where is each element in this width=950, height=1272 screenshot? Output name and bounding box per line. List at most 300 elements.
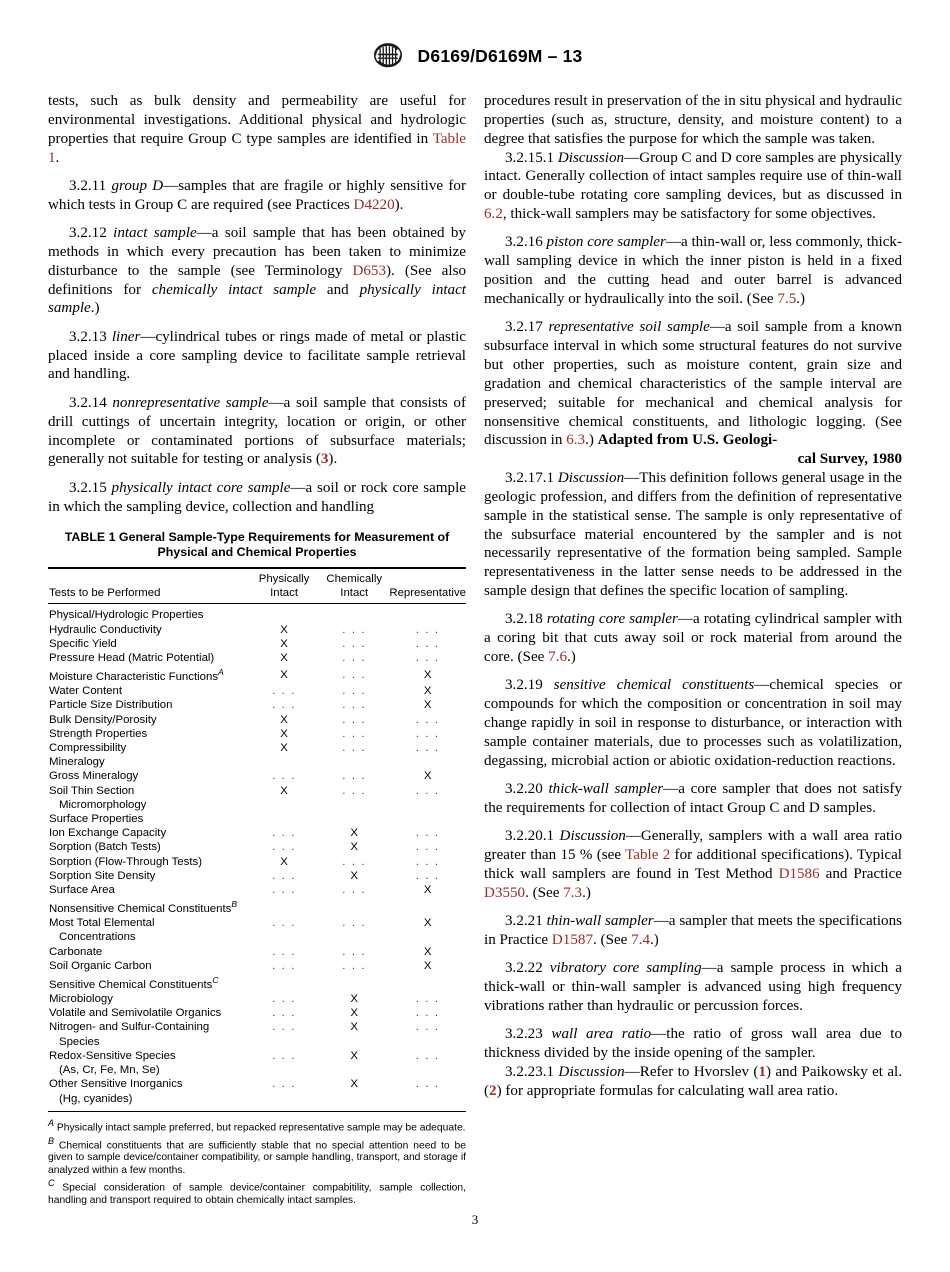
no-value-dots: . . . bbox=[342, 917, 367, 930]
test-label: Nonsensitive Chemical Constituents bbox=[49, 903, 232, 916]
no-value-dots: . . . bbox=[272, 841, 296, 854]
test-label: Specific Yield bbox=[49, 637, 117, 650]
no-value-dots: . . . bbox=[272, 699, 296, 712]
test-label: (Hg, cyanides) bbox=[59, 1092, 133, 1105]
table-row bbox=[48, 869, 466, 883]
table-cell-physically-intact bbox=[249, 826, 319, 840]
table-cell-test-name bbox=[48, 959, 249, 973]
table-cell-representative bbox=[389, 651, 466, 665]
table-cell-physically-intact bbox=[249, 869, 319, 883]
table-cell-physically-intact: X bbox=[280, 855, 288, 868]
test-label: Microbiology bbox=[49, 993, 113, 1006]
page-number: 3 bbox=[471, 1212, 479, 1227]
test-label: Other Sensitive Inorganics bbox=[49, 1078, 183, 1091]
no-value-dots: . . . bbox=[272, 1021, 296, 1034]
table-cell-chemically-intact bbox=[319, 755, 389, 769]
no-value-dots: . . . bbox=[415, 1049, 440, 1062]
table-row bbox=[48, 930, 466, 944]
right-column bbox=[484, 92, 902, 1101]
column-header-line-2: Intact bbox=[340, 587, 369, 600]
column-header-chemically-intact bbox=[319, 568, 389, 604]
defined-term: intact sample bbox=[113, 225, 197, 242]
column-header-physically-intact bbox=[249, 568, 319, 604]
table-cell-representative bbox=[389, 713, 466, 727]
test-label: Mineralogy bbox=[49, 756, 105, 769]
table-row bbox=[48, 826, 466, 840]
table-cell-representative bbox=[389, 1049, 466, 1063]
paragraph-text: —Group C and D core samples are physically intact. Generally collection of intact samples require use of thin-wall or double-tube rotating core sampling devices, but as discussed in bbox=[484, 149, 902, 204]
table-cell-representative bbox=[389, 826, 466, 840]
table-cell-test-name bbox=[48, 1092, 249, 1109]
table-cell-physically-intact: X bbox=[280, 784, 288, 797]
table-cell-chemically-intact bbox=[319, 930, 389, 944]
paragraph-text: —a sampler that meets the specifications in Practice bbox=[484, 913, 902, 949]
paragraph-text-tail: .) bbox=[796, 290, 806, 307]
no-value-dots: . . . bbox=[272, 827, 296, 840]
link-d1586[interactable]: D1586 bbox=[778, 866, 820, 883]
table-cell-chemically-intact: X bbox=[350, 1021, 359, 1034]
table-row bbox=[48, 883, 466, 897]
table-cell-representative bbox=[389, 637, 466, 651]
table-cell-representative bbox=[389, 812, 466, 826]
table-row bbox=[48, 727, 466, 741]
paragraph-text: —chemical species or compounds for which the composition or concentration in soil may change rapidly in soil in response to disturbance, or interaction with sample container materials, due to processes such as volatilization, degassing, microbial action or abiotic oxidation-reduction reactions. bbox=[484, 677, 902, 769]
table-cell-test-name bbox=[48, 651, 249, 665]
link-d653[interactable]: D653 bbox=[352, 262, 386, 279]
table-cell-chemically-intact bbox=[319, 651, 389, 665]
discussion-label: Discussion bbox=[558, 1064, 625, 1081]
link-7-6[interactable]: 7.6 bbox=[548, 649, 567, 666]
link-6-2[interactable]: 6.2 bbox=[484, 206, 503, 223]
table-footnotes bbox=[48, 1117, 466, 1208]
test-label: Particle Size Distribution bbox=[49, 699, 173, 712]
no-value-dots: . . . bbox=[272, 685, 296, 698]
table-cell-physically-intact bbox=[249, 812, 319, 826]
no-value-dots: . . . bbox=[415, 652, 440, 665]
link-table-1[interactable]: Table 1 bbox=[48, 130, 466, 166]
table-cell-chemically-intact bbox=[319, 1063, 389, 1077]
paragraph-text-tail: ). bbox=[328, 451, 338, 468]
footnote-text: Special consideration of sample device/container compabitility, sample collection, handling and transport required to obtain chemically intact samples. bbox=[48, 1182, 466, 1206]
no-value-dots: . . . bbox=[415, 1078, 440, 1091]
paragraph-text: tests, such as bulk density and permeability are useful for environmental investigations. Additional physical and hydrologic properties that require Group C type samples are identified in bbox=[48, 93, 466, 147]
defined-term-3: physically intact sample bbox=[48, 281, 466, 317]
clause-number: 3.2.13 bbox=[69, 328, 107, 345]
link-d4220[interactable]: D4220 bbox=[353, 196, 395, 213]
paragraph-3-2-16 bbox=[484, 233, 902, 308]
reference-3[interactable]: 3 bbox=[320, 451, 329, 468]
table-row bbox=[48, 916, 466, 930]
paragraph-3-2-13 bbox=[48, 328, 466, 385]
table-cell-representative bbox=[389, 855, 466, 869]
table-1 bbox=[48, 567, 466, 1109]
table-cell-test-name bbox=[48, 713, 249, 727]
table-row bbox=[48, 637, 466, 651]
no-value-dots: . . . bbox=[342, 623, 367, 636]
table-cell-physically-intact: X bbox=[280, 727, 288, 740]
table-cell-test-name bbox=[48, 727, 249, 741]
paragraph-text-tail: .) bbox=[567, 649, 576, 666]
table-cell-chemically-intact bbox=[319, 798, 389, 812]
table-cell-representative bbox=[389, 1035, 466, 1049]
table-cell-representative bbox=[389, 741, 466, 755]
test-label: Sorption (Batch Tests) bbox=[49, 841, 161, 854]
link-d3550[interactable]: D3550 bbox=[484, 884, 526, 901]
no-value-dots: . . . bbox=[415, 623, 440, 636]
no-value-dots: . . . bbox=[415, 869, 440, 882]
table-cell-chemically-intact bbox=[319, 812, 389, 826]
reference-1[interactable]: 1 bbox=[758, 1064, 766, 1081]
paragraph-text-tail: ). bbox=[394, 196, 404, 213]
no-value-dots: . . . bbox=[342, 784, 367, 797]
paragraph-text-mid: ) and Paikowsky et al. ( bbox=[484, 1064, 902, 1099]
clause-number: 3.2.12 bbox=[69, 225, 107, 242]
table-cell-physically-intact bbox=[249, 916, 319, 930]
paragraph-3-2-21 bbox=[484, 912, 902, 950]
table-cell-chemically-intact: X bbox=[350, 841, 359, 854]
no-value-dots: . . . bbox=[415, 637, 440, 650]
table-row bbox=[48, 684, 466, 698]
paragraph-text-tail: .) bbox=[582, 884, 591, 901]
link-7-3[interactable]: 7.3 bbox=[563, 884, 583, 901]
table-cell-test-name bbox=[48, 869, 249, 883]
table-cell-representative: X bbox=[423, 699, 432, 712]
paragraph-text: —samples that are fragile or highly sensitive for which tests in Group C are required (see Practices bbox=[48, 177, 466, 213]
table-cell-chemically-intact: X bbox=[350, 993, 359, 1006]
footnote-marker: C bbox=[212, 975, 219, 986]
discussion-label: Discussion bbox=[559, 828, 626, 845]
table-header-row bbox=[48, 568, 466, 604]
no-value-dots: . . . bbox=[272, 959, 296, 972]
table-cell-test-name bbox=[48, 1049, 249, 1063]
document-designation: D6169/D6169M – 13 bbox=[417, 45, 583, 66]
table-cell-physically-intact: X bbox=[280, 637, 288, 650]
table-row bbox=[48, 798, 466, 812]
paragraph-continuation bbox=[48, 92, 466, 167]
table-row bbox=[48, 992, 466, 1006]
no-value-dots: . . . bbox=[342, 668, 367, 681]
clause-number: 3.2.20.1 bbox=[505, 828, 555, 845]
table-cell-physically-intact bbox=[249, 840, 319, 854]
table-row bbox=[48, 623, 466, 637]
table-cell-representative: X bbox=[423, 668, 432, 681]
table-cell-representative: X bbox=[423, 917, 432, 930]
paragraph-text-see: . (See bbox=[593, 932, 632, 949]
paragraph-3-2-17-1 bbox=[484, 469, 902, 601]
table-cell-representative bbox=[389, 973, 466, 992]
table-cell-test-name bbox=[48, 741, 249, 755]
clause-number: 3.2.18 bbox=[505, 611, 543, 628]
table-row bbox=[48, 840, 466, 854]
table-cell-test-name bbox=[48, 826, 249, 840]
no-value-dots: . . . bbox=[272, 1078, 296, 1091]
table-cell-physically-intact bbox=[249, 992, 319, 1006]
test-label: Soil Organic Carbon bbox=[49, 959, 152, 972]
clause-number: 3.2.15.1 bbox=[505, 149, 555, 166]
reference-2[interactable]: 2 bbox=[489, 1083, 497, 1099]
no-value-dots: . . . bbox=[415, 827, 440, 840]
defined-term: wall area ratio bbox=[551, 1026, 652, 1043]
clause-number: 3.2.16 bbox=[505, 234, 543, 251]
defined-term: vibratory core sampling bbox=[549, 960, 702, 977]
link-6-3[interactable]: 6.3 bbox=[566, 432, 586, 449]
table-cell-physically-intact bbox=[249, 945, 319, 959]
paragraph-text-tail: , thick-wall samplers may be satisfactory for some objectives. bbox=[502, 206, 876, 223]
attribution-bold-line-2: cal Survey, 1980 bbox=[797, 451, 902, 468]
table-cell-test-name bbox=[48, 1035, 249, 1049]
footnote-marker: B bbox=[231, 899, 238, 910]
table-cell-representative bbox=[389, 1092, 466, 1109]
table-cell-physically-intact bbox=[249, 1063, 319, 1077]
table-cell-chemically-intact: X bbox=[350, 1078, 359, 1091]
table-cell-representative bbox=[389, 1063, 466, 1077]
footnote-marker: B bbox=[48, 1135, 55, 1146]
table-cell-representative bbox=[389, 784, 466, 798]
table-cell-chemically-intact bbox=[319, 855, 389, 869]
no-value-dots: . . . bbox=[272, 917, 296, 930]
table-row bbox=[48, 698, 466, 712]
defined-term: group D bbox=[111, 177, 164, 194]
table-cell-representative bbox=[389, 840, 466, 854]
table-cell-test-name bbox=[48, 769, 249, 783]
table-cell-chemically-intact bbox=[319, 784, 389, 798]
table-cell-test-name bbox=[48, 755, 249, 769]
clause-number: 3.2.20 bbox=[505, 781, 543, 798]
table-row bbox=[48, 769, 466, 783]
defined-term: sensitive chemical constituents bbox=[553, 677, 755, 694]
test-label: Sensitive Chemical Constituents bbox=[49, 978, 213, 991]
no-value-dots: . . . bbox=[342, 713, 367, 726]
table-cell-test-name bbox=[48, 665, 249, 684]
link-7-4[interactable]: 7.4 bbox=[631, 932, 651, 949]
test-label: Physical/Hydrologic Properties bbox=[49, 609, 204, 622]
no-value-dots: . . . bbox=[415, 993, 440, 1006]
table-head bbox=[48, 568, 466, 604]
table-cell-representative bbox=[389, 992, 466, 1006]
test-label: (As, Cr, Fe, Mn, Se) bbox=[59, 1064, 160, 1077]
table-cell-physically-intact bbox=[249, 973, 319, 992]
no-value-dots: . . . bbox=[415, 855, 440, 868]
table-cell-physically-intact bbox=[249, 883, 319, 897]
paragraph-3-2-15-1 bbox=[484, 149, 902, 224]
clause-number: 3.2.22 bbox=[505, 960, 543, 977]
test-label: Micromorphology bbox=[59, 798, 147, 811]
test-label: Nitrogen- and Sulfur-Containing bbox=[49, 1021, 210, 1034]
test-label: Pressure Head (Matric Potential) bbox=[49, 652, 215, 665]
table-cell-representative bbox=[389, 869, 466, 883]
table-cell-test-name bbox=[48, 604, 249, 623]
clause-number: 3.2.15 bbox=[69, 479, 107, 496]
test-label: Strength Properties bbox=[49, 727, 148, 740]
table-cell-test-name bbox=[48, 992, 249, 1006]
no-value-dots: . . . bbox=[415, 841, 440, 854]
table-cell-test-name bbox=[48, 1063, 249, 1077]
paragraph-text-tail: .) bbox=[650, 932, 659, 949]
no-value-dots: . . . bbox=[342, 884, 367, 897]
paragraph-text: —This definition follows general usage in the geologic profession, and differs from the definition of representative sample in the statistical sense. The sample is only representative of the subsurface material encountered by the sampler and is not necessarily representative of the formation being sampled. Sample representativeness in the latter sense needs to be addressed in the sample design that defines the specific location of sampling. bbox=[484, 470, 902, 600]
test-label: Surface Properties bbox=[49, 813, 144, 826]
table-row bbox=[48, 1077, 466, 1091]
table-cell-chemically-intact: X bbox=[350, 869, 359, 882]
table-cell-representative bbox=[389, 1077, 466, 1091]
astm-logo bbox=[368, 42, 408, 70]
table-bottom-rule bbox=[48, 1111, 466, 1112]
attribution-bold-line-1: Adapted from U.S. Geologi- bbox=[597, 432, 778, 449]
footnote-marker: A bbox=[218, 667, 224, 678]
paragraph-text-tail: ) for appropriate formulas for calculating wall area ratio. bbox=[496, 1083, 839, 1099]
paragraph-text: —Generally, samplers with a wall area ratio greater than 15 % (see bbox=[484, 828, 902, 864]
column-header-line-1: Chemically bbox=[326, 573, 383, 585]
table-cell-chemically-intact bbox=[319, 1092, 389, 1109]
paragraph-text: —a soil sample that consists of drill cuttings of uncertain integrity, location or origin, or other incomplete or contaminated portions of subsurface materials; generally not suitable for testing or analysis ( bbox=[48, 394, 466, 468]
table-row bbox=[48, 1063, 466, 1077]
footnote-marker: C bbox=[48, 1178, 55, 1189]
table-cell-test-name bbox=[48, 840, 249, 854]
table-cell-chemically-intact bbox=[319, 897, 389, 916]
paragraph-text: —a soil sample that has been obtained by methods in which every precaution has been taken to minimize disturbance to the sample (see Terminology bbox=[48, 225, 466, 279]
table-cell-representative: X bbox=[423, 770, 432, 783]
attribution-line-2 bbox=[484, 450, 902, 469]
test-label: Surface Area bbox=[49, 884, 115, 897]
table-cell-test-name bbox=[48, 684, 249, 698]
test-label: Most Total Elemental bbox=[49, 917, 155, 930]
paragraph-text-tail: .) bbox=[90, 300, 100, 317]
table-cell-chemically-intact bbox=[319, 769, 389, 783]
paragraph-3-2-14 bbox=[48, 394, 466, 469]
no-value-dots: . . . bbox=[272, 770, 296, 783]
paragraph-text: —a soil sample from a known subsurface interval in which some structural features do not survive but other properties, such as moisture content, grain size and gradation and chemical characteristics of the sample interval are preserved; suitable for mechanical and chemical analysis for nonsensitive chemical constituents, and lithologic logging. (See discussion in bbox=[484, 319, 902, 449]
paragraph-text-mid: .) bbox=[585, 432, 598, 449]
table-cell-physically-intact bbox=[249, 1006, 319, 1020]
paragraph-continuation bbox=[484, 92, 902, 149]
table-row bbox=[48, 651, 466, 665]
column-header-tests: Tests to be Performed bbox=[48, 568, 249, 604]
test-label: Compressibility bbox=[49, 742, 127, 755]
table-row bbox=[48, 741, 466, 755]
table-cell-test-name bbox=[48, 945, 249, 959]
table-1-block bbox=[48, 530, 466, 1207]
paragraph-text-see: . (See bbox=[525, 884, 564, 901]
no-value-dots: . . . bbox=[415, 727, 440, 740]
table-cell-physically-intact bbox=[249, 1035, 319, 1049]
table-cell-representative bbox=[389, 727, 466, 741]
test-label: Soil Thin Section bbox=[49, 784, 135, 797]
no-value-dots: . . . bbox=[272, 945, 296, 958]
table-cell-chemically-intact bbox=[319, 727, 389, 741]
no-value-dots: . . . bbox=[342, 959, 367, 972]
defined-term: liner bbox=[111, 328, 141, 345]
link-7-5[interactable]: 7.5 bbox=[777, 290, 797, 307]
table-row bbox=[48, 604, 466, 623]
table-cell-chemically-intact bbox=[319, 665, 389, 684]
no-value-dots: . . . bbox=[342, 699, 367, 712]
clause-number: 3.2.21 bbox=[505, 913, 543, 930]
paragraph-3-2-12 bbox=[48, 224, 466, 318]
paragraph-text: —a sample process in which a thick-wall or thin-wall sampler is advanced using high frequency vibrations rather than hydraulic or percussion forces. bbox=[484, 960, 902, 1015]
table-row bbox=[48, 1020, 466, 1034]
table-cell-physically-intact bbox=[249, 698, 319, 712]
paragraph-text-mid: ). (See also definitions for bbox=[48, 262, 466, 298]
paragraph-text: —cylindrical tubes or rings made of metal or plastic placed inside a core sampling device to facilitate sample retrieval and handling. bbox=[48, 328, 467, 383]
column-header-representative: Representative bbox=[389, 568, 466, 604]
table-cell-physically-intact bbox=[249, 769, 319, 783]
table-cell-representative bbox=[389, 604, 466, 623]
table-cell-physically-intact: X bbox=[280, 742, 288, 755]
no-value-dots: . . . bbox=[272, 884, 296, 897]
paragraph-3-2-23 bbox=[484, 1025, 902, 1063]
table-cell-physically-intact bbox=[249, 897, 319, 916]
table-cell-representative bbox=[389, 623, 466, 637]
page-header bbox=[0, 42, 950, 70]
table-cell-chemically-intact: X bbox=[350, 1007, 359, 1020]
test-label: Redox-Sensitive Species bbox=[49, 1049, 176, 1062]
paragraph-3-2-23-1 bbox=[484, 1063, 902, 1101]
test-label: Sorption (Flow-Through Tests) bbox=[49, 855, 202, 868]
no-value-dots: . . . bbox=[342, 742, 367, 755]
paragraph-3-2-19 bbox=[484, 676, 902, 770]
clause-number: 3.2.17.1 bbox=[505, 470, 555, 487]
clause-number: 3.2.17 bbox=[505, 319, 543, 336]
no-value-dots: . . . bbox=[342, 652, 367, 665]
clause-number: 3.2.11 bbox=[69, 177, 107, 194]
table-row bbox=[48, 713, 466, 727]
no-value-dots: . . . bbox=[415, 784, 440, 797]
table-cell-representative: X bbox=[423, 959, 432, 972]
table-title: TABLE 1 General Sample-Type Requirements for Measurement of Physical and Chemical Properties bbox=[64, 530, 450, 559]
defined-term: nonrepresentative sample bbox=[112, 394, 269, 411]
table-cell-physically-intact bbox=[249, 1092, 319, 1109]
paragraph-3-2-15 bbox=[48, 479, 466, 517]
no-value-dots: . . . bbox=[272, 1007, 296, 1020]
test-label: Bulk Density/Porosity bbox=[49, 713, 157, 726]
table-cell-representative bbox=[389, 798, 466, 812]
test-label: Hydraulic Conductivity bbox=[49, 623, 162, 636]
defined-term: physically intact core sample bbox=[111, 479, 291, 496]
table-footnote bbox=[48, 1135, 466, 1178]
defined-term: thin-wall sampler bbox=[546, 913, 654, 930]
no-value-dots: . . . bbox=[415, 1021, 440, 1034]
clause-number: 3.2.23.1 bbox=[505, 1064, 555, 1081]
table-cell-test-name bbox=[48, 883, 249, 897]
test-label: Concentrations bbox=[59, 931, 136, 944]
table-cell-test-name bbox=[48, 897, 249, 916]
paragraph-3-2-11 bbox=[48, 177, 466, 215]
link-table-2[interactable]: Table 2 bbox=[625, 847, 671, 864]
table-cell-chemically-intact bbox=[319, 959, 389, 973]
table-cell-chemically-intact bbox=[319, 741, 389, 755]
paragraph-text-conj: and bbox=[316, 281, 360, 298]
table-row bbox=[48, 973, 466, 992]
test-label: Species bbox=[59, 1035, 100, 1048]
no-value-dots: . . . bbox=[272, 869, 296, 882]
defined-term: thick-wall sampler bbox=[548, 781, 664, 798]
table-cell-chemically-intact bbox=[319, 637, 389, 651]
table-cell-test-name bbox=[48, 798, 249, 812]
table-row bbox=[48, 755, 466, 769]
table-cell-physically-intact bbox=[249, 798, 319, 812]
table-row bbox=[48, 855, 466, 869]
no-value-dots: . . . bbox=[415, 742, 440, 755]
no-value-dots: . . . bbox=[342, 637, 367, 650]
paragraph-3-2-20 bbox=[484, 780, 902, 818]
defined-term: rotating core sampler bbox=[546, 611, 678, 628]
table-cell-test-name bbox=[48, 1020, 249, 1034]
link-d1587[interactable]: D1587 bbox=[551, 932, 593, 949]
test-label: Ion Exchange Capacity bbox=[49, 827, 167, 840]
test-label: Sorption Site Density bbox=[49, 869, 156, 882]
table-cell-representative bbox=[389, 930, 466, 944]
paragraph-text: —the ratio of gross wall area due to thickness divided by the inside opening of the sampler. bbox=[484, 1026, 902, 1062]
